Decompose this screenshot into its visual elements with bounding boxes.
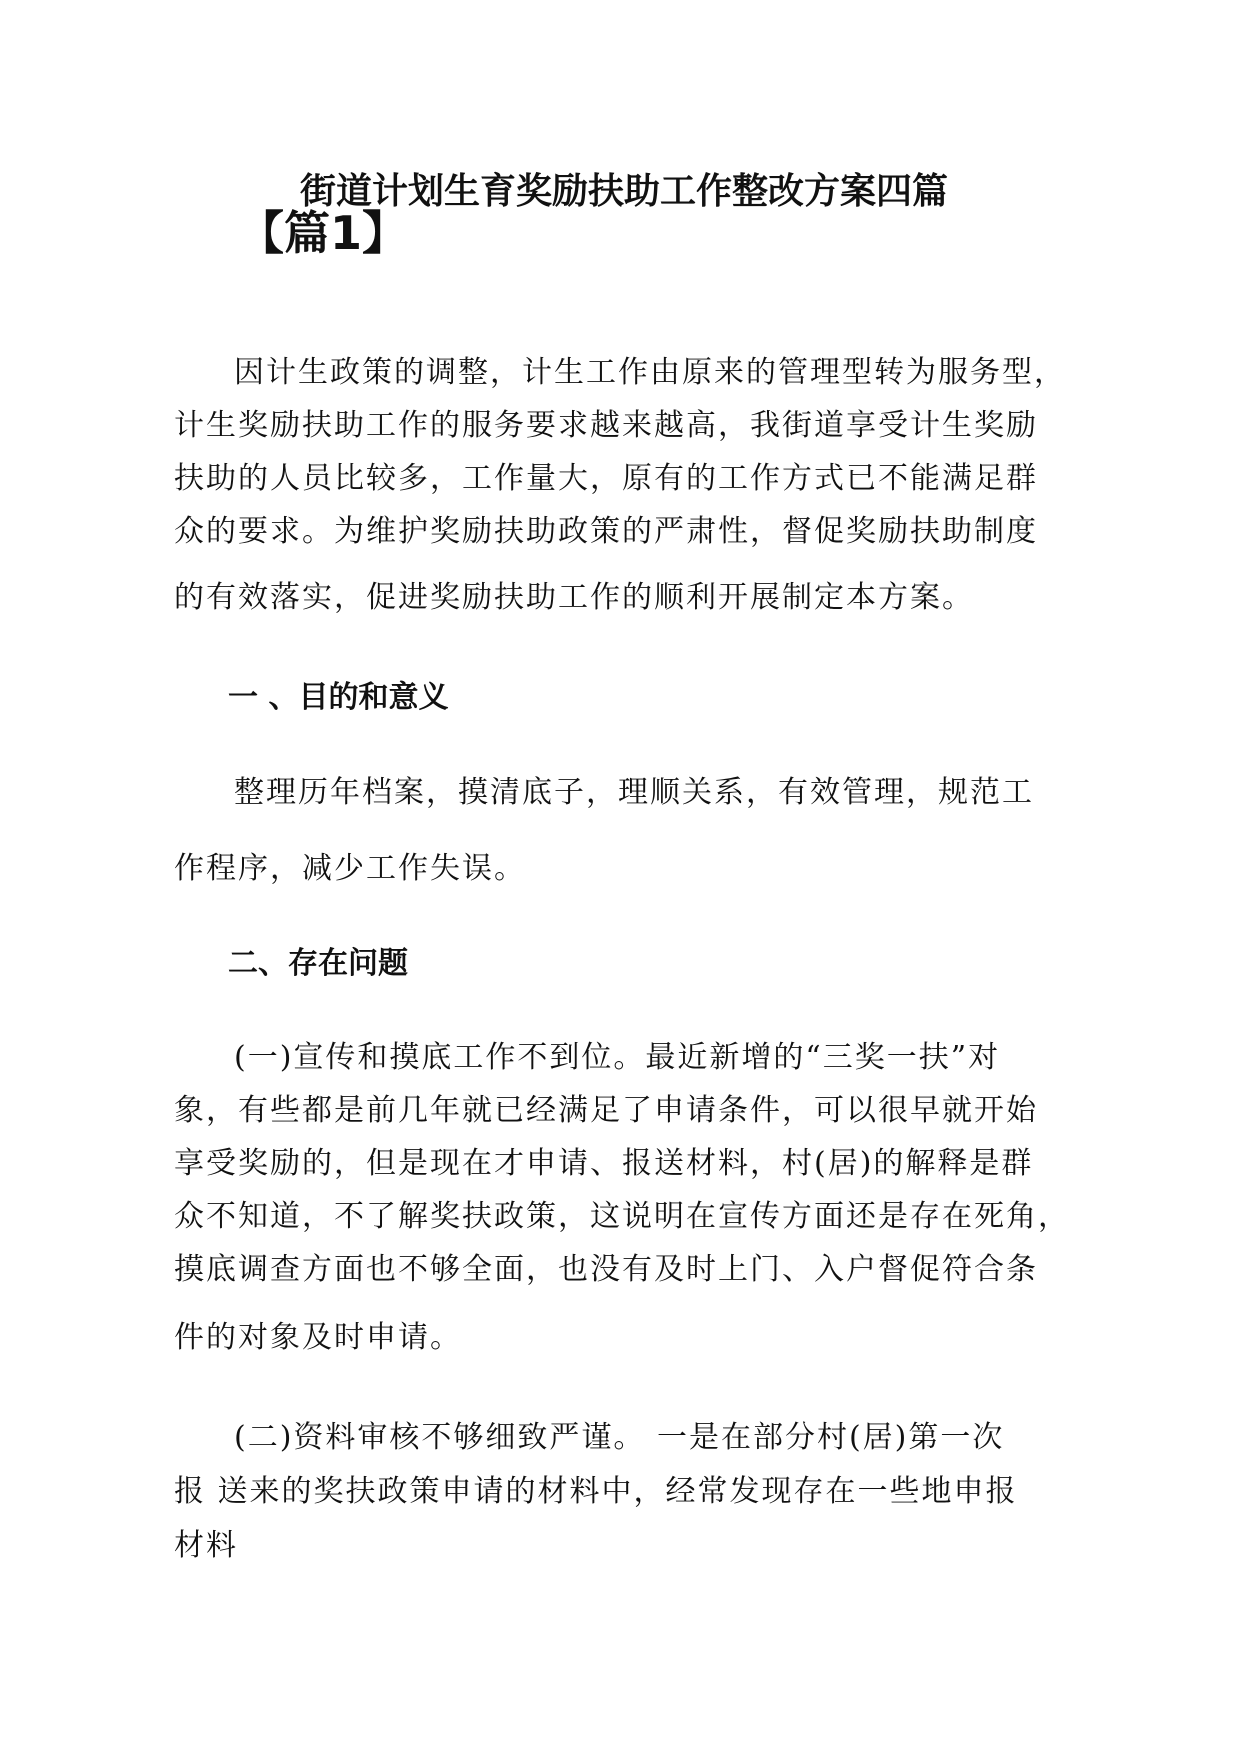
document-title: 街道计划生育奖励扶助工作整改方案四篇	[300, 171, 949, 212]
section-heading: 一 、目的和意义	[228, 680, 449, 715]
part-label: 【篇1】	[238, 206, 409, 260]
paragraph-line: 的有效落实，促进奖励扶助工作的顺利开展制定本方案。	[174, 580, 974, 615]
paragraph-line: 享受奖励的，但是现在才申请、报送材料，村(居)的解释是群	[174, 1146, 1034, 1181]
paragraph-line: (二)资料审核不够细致严谨。 一是在部分村(居)第一次	[234, 1420, 1005, 1455]
paragraph-line: 众的要求。为维护奖励扶助政策的严肃性，督促奖励扶助制度	[174, 514, 1038, 549]
paragraph-line: 件的对象及时申请。	[174, 1320, 462, 1355]
paragraph-line: (一)宣传和摸底工作不到位。最近新增的“三奖一扶”对	[234, 1040, 1001, 1075]
paragraph-line: 材料	[174, 1528, 238, 1563]
paragraph-line: 作程序，减少工作失误。	[174, 851, 526, 886]
paragraph-line: 摸底调查方面也不够全面，也没有及时上门、入户督促符合条	[174, 1252, 1038, 1287]
paragraph-line: 众不知道，不了解奖扶政策，这说明在宣传方面还是存在死角，	[174, 1199, 1070, 1234]
paragraph-line: 象，有些都是前几年就已经满足了申请条件，可以很早就开始	[174, 1093, 1038, 1128]
paragraph-line: 扶助的人员比较多，工作量大，原有的工作方式已不能满足群	[174, 461, 1038, 496]
paragraph-line: 整理历年档案，摸清底子，理顺关系，有效管理，规范工	[234, 775, 1034, 810]
paragraph-line: 报 送来的奖扶政策申请的材料中，经常发现存在一些地申报	[174, 1474, 1018, 1509]
paragraph-line: 计生奖励扶助工作的服务要求越来越高，我街道享受计生奖励	[174, 408, 1038, 443]
paragraph-line: 因计生政策的调整，计生工作由原来的管理型转为服务型，	[234, 355, 1066, 390]
section-heading: 二、存在问题	[228, 946, 408, 981]
